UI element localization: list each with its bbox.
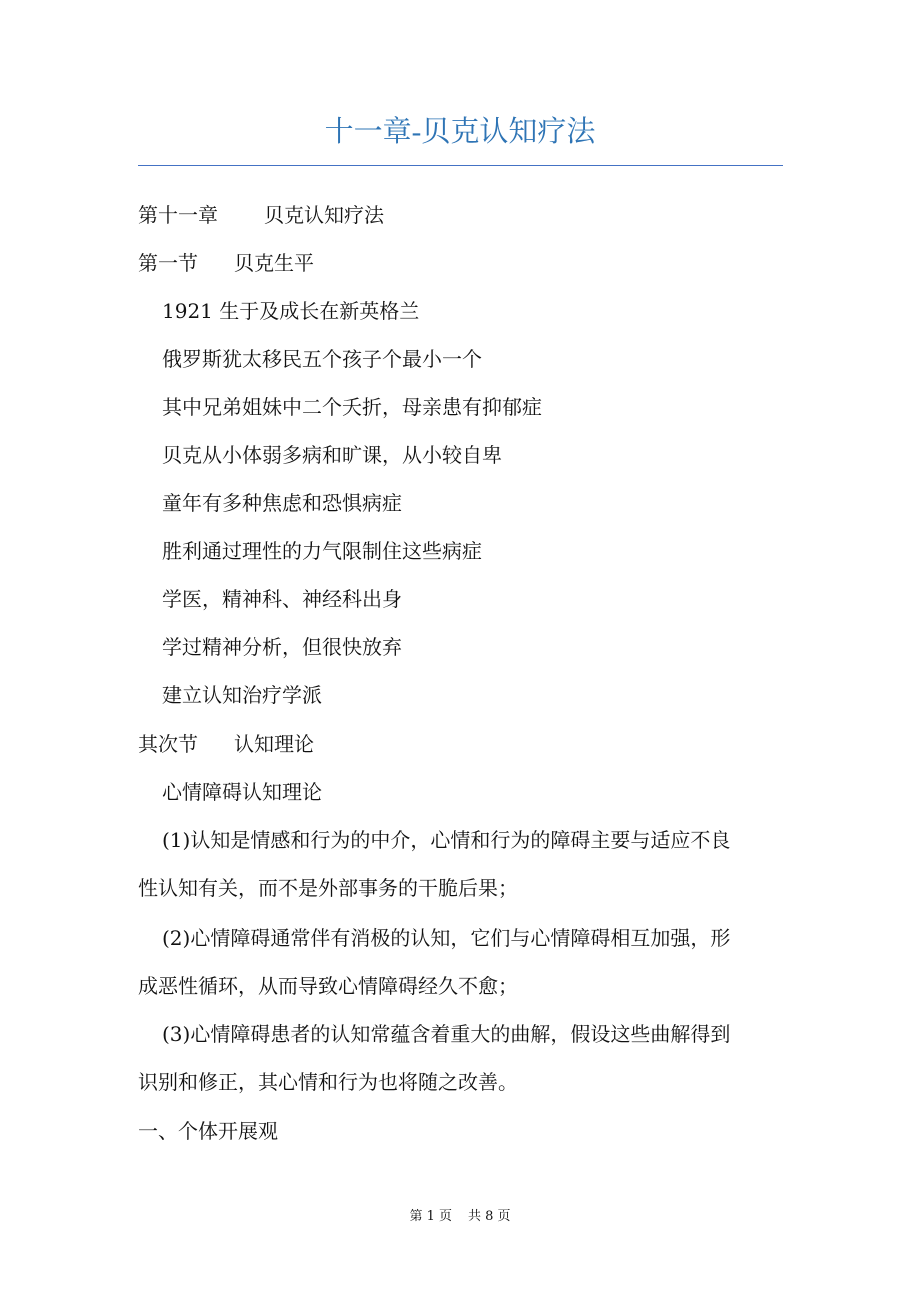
page-number: 第 1 页 [409,1209,452,1224]
section-intro: 心情障碍认知理论 [162,780,322,804]
list-item: 其中兄弟姐妹中二个夭折，母亲患有抑郁症 [162,395,542,419]
list-item: 俄罗斯犹太移民五个孩子个最小一个 [162,347,482,371]
section-label: 第一节 [138,251,198,275]
chapter-label: 第十一章 [138,203,218,227]
section-title: 贝克生平 [234,251,314,275]
paragraph-line: 识别和修正，其心情和行为也将随之改善。 [138,1070,518,1094]
paragraph-line: (3)心情障碍患者的认知常蕴含着重大的曲解，假设这些曲解得到 [162,1022,731,1046]
list-item: 建立认知治疗学派 [162,683,322,707]
list-item: 学过精神分析，但很快放弃 [162,635,402,659]
chapter-heading [138,202,788,228]
section-heading [138,250,788,276]
list-item: 贝克从小体弱多病和旷课，从小较自卑 [162,443,502,467]
list-item: 1921 生于及成长在新英格兰 [162,299,420,323]
paragraph-line: (1)认知是情感和行为的中介，心情和行为的障碍主要与适应不良 [162,828,731,852]
page-footer [0,1208,920,1226]
title-underline [138,165,783,166]
list-item: 胜利通过理性的力气限制住这些病症 [162,539,482,563]
subheading: 一、个体开展观 [138,1119,278,1143]
paragraph-line: 性认知有关，而不是外部事务的干脆后果； [138,876,518,900]
page-total: 共 8 页 [468,1209,511,1224]
list-item: 学医，精神科、神经科出身 [162,587,402,611]
chapter-title: 贝克认知疗法 [264,203,384,227]
section-label: 其次节 [138,732,198,756]
paragraph-line: 成恶性循环，从而导致心情障碍经久不愈； [138,974,518,998]
section-title: 认知理论 [234,732,314,756]
list-item: 童年有多种焦虑和恐惧病症 [162,491,402,515]
paragraph-line: (2)心情障碍通常伴有消极的认知，它们与心情障碍相互加强，形 [162,926,731,950]
document-title: 十一章-贝克认知疗法 [324,116,596,148]
section-heading [138,731,788,757]
